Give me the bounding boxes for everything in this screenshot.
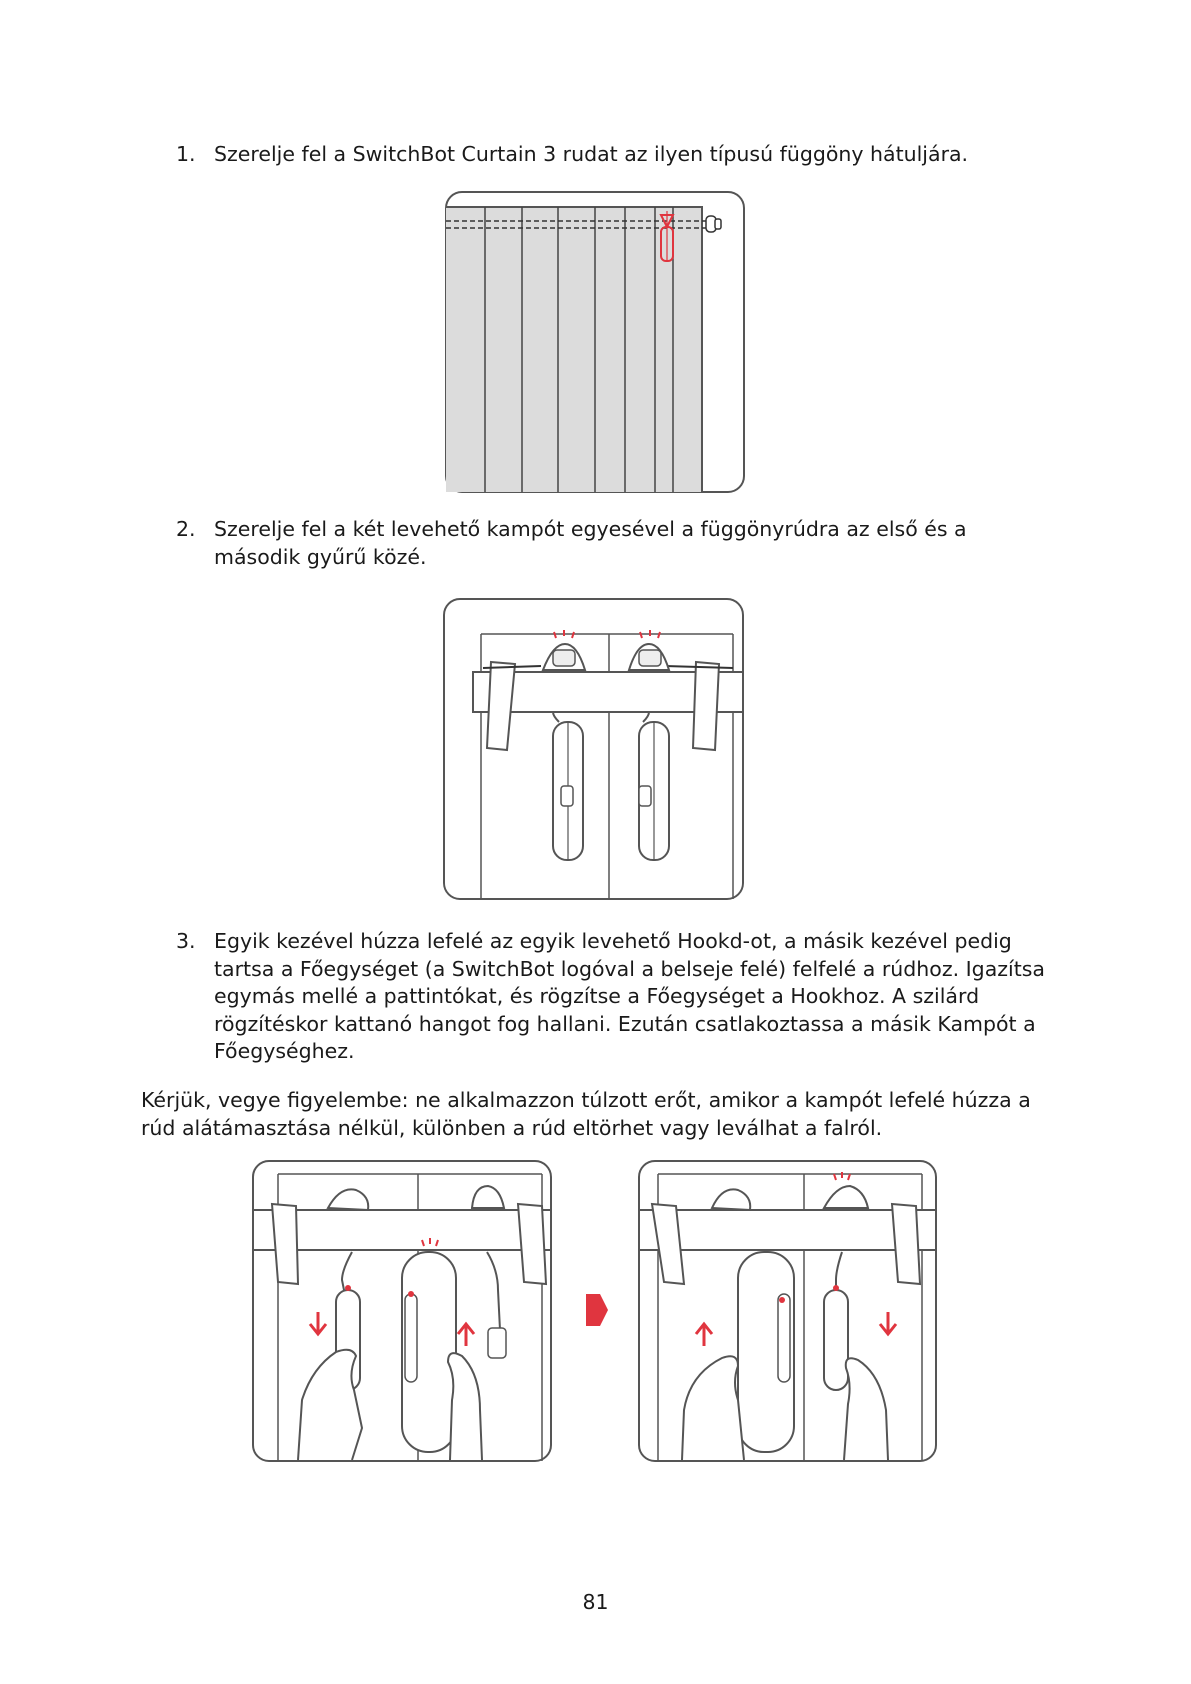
step-number: 2. [176,517,196,541]
step-1 [176,141,1056,169]
right-panel [639,1161,936,1461]
page-number: 81 [582,1590,609,1614]
next-step-arrow [586,1294,608,1326]
step-text: Szerelje fel a két levehető kampót egyesével a függönyrúdra az első és a második gyűrű közé. [214,517,967,569]
attach-main-unit-figure [252,1160,937,1462]
step-text: Egyik kezével húzza lefelé az egyik levehető Hookd-ot, a másik kezével pedig tartsa a Főegységet (a SwitchBot logóval a belseje felé) felfelé a rúdhoz. Igazítsa egymás mellé a pattintókat, és rögzítse a Főegységet a Hookhoz. A szilárd rögzítéskor kattanó hangot fog hallani. Ezután csatlakoztassa a másik Kampót a Főegységhez. [214,929,1045,1063]
warning-note: Kérjük, vegye figyelembe: ne alkalmazzon túlzott erőt, amikor a kampót lefelé húzza a rúd alátámasztása nélkül, különben a rúd eltörhet vagy leválhat a falról. [141,1088,1031,1140]
left-panel [253,1161,551,1461]
step-number: 1. [176,142,196,166]
hooks-on-rod-figure [443,598,744,900]
step-2 [176,516,1056,571]
curtain-back-figure [445,191,745,493]
step-text: Szerelje fel a SwitchBot Curtain 3 rudat az ilyen típusú függöny hátuljára. [214,142,969,166]
step-3 [176,928,1056,1066]
step-number: 3. [176,929,196,953]
